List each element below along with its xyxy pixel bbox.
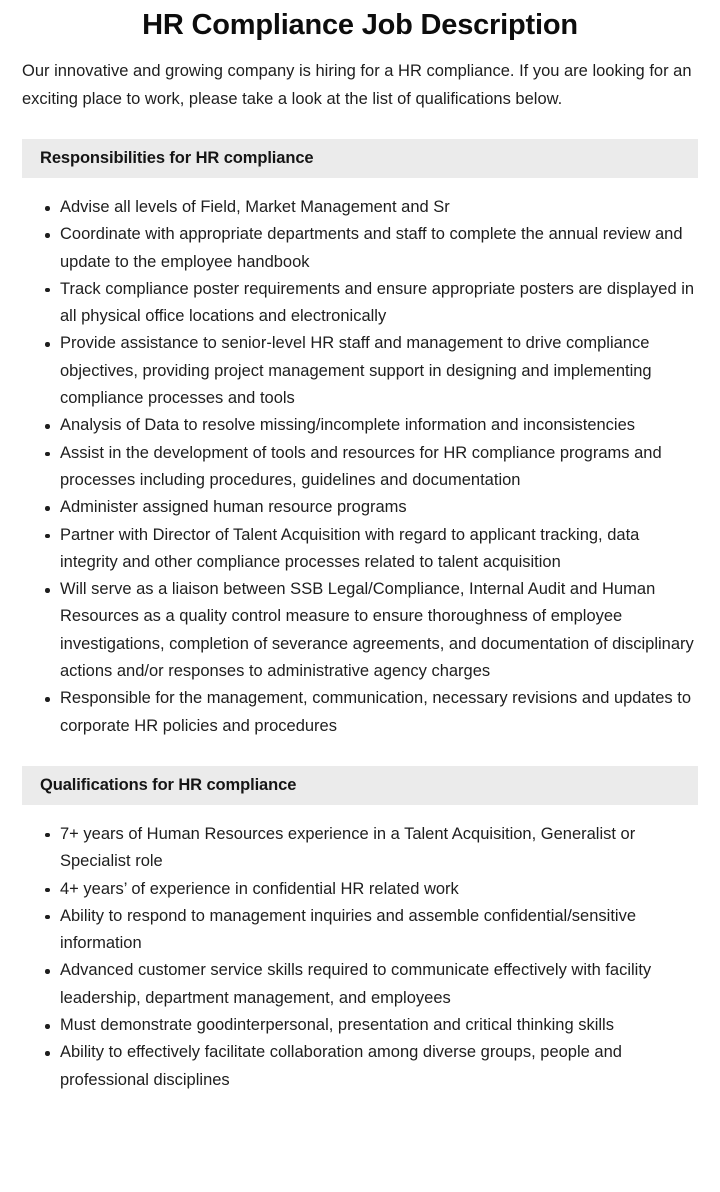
responsibilities-list (0, 178, 720, 740)
list-item: Coordinate with appropriate departments and staff to complete the annual review and update to the employee handbook (22, 221, 698, 276)
list-item: Responsible for the management, communication, necessary revisions and updates to corporate HR policies and procedures (22, 685, 698, 740)
section-heading-label: Qualifications for HR compliance (40, 775, 297, 794)
section-qualifications (0, 766, 720, 1094)
list-item: 4+ years’ of experience in confidential HR related work (22, 876, 698, 903)
list-item: 7+ years of Human Resources experience in a Talent Acquisition, Generalist or Specialist role (22, 821, 698, 876)
list-item: Must demonstrate goodinterpersonal, presentation and critical thinking skills (22, 1012, 698, 1039)
list-item: Provide assistance to senior-level HR staff and management to drive compliance objectives, providing project management support in designing and implementing compliance processes and tools (22, 330, 698, 412)
list-item: Advise all levels of Field, Market Management and Sr (22, 194, 698, 221)
list-item: Partner with Director of Talent Acquisition with regard to applicant tracking, data integrity and other compliance processes related to talent acquisition (22, 522, 698, 577)
list-item: Ability to respond to management inquiries and assemble confidential/sensitive information (22, 903, 698, 958)
section-responsibilities (0, 139, 720, 740)
qualifications-list (0, 805, 720, 1094)
intro-paragraph: Our innovative and growing company is hiring for a HR compliance. If you are looking for an exciting place to work, please take a look at the list of qualifications below. (22, 62, 692, 108)
list-item: Will serve as a liaison between SSB Legal/Compliance, Internal Audit and Human Resources as a quality control measure to ensure thoroughness of employee investigations, completion of severance agreements, and documentation of disciplinary actions and/or responses to administrative agency charges (22, 576, 698, 685)
section-header-qualifications (22, 766, 698, 805)
list-item: Ability to effectively facilitate collaboration among diverse groups, people and professional disciplines (22, 1039, 698, 1094)
list-item: Analysis of Data to resolve missing/incomplete information and inconsistencies (22, 412, 698, 439)
list-item: Assist in the development of tools and resources for HR compliance programs and processes including procedures, guidelines and documentation (22, 440, 698, 495)
list-item: Advanced customer service skills required to communicate effectively with facility leadership, department management, and employees (22, 957, 698, 1012)
section-heading-label: Responsibilities for HR compliance (40, 149, 314, 167)
page-title: HR Compliance Job Description (142, 9, 578, 41)
list-item: Administer assigned human resource programs (22, 494, 698, 521)
section-header-responsibilities (22, 139, 698, 178)
list-item: Track compliance poster requirements and ensure appropriate posters are displayed in all physical office locations and electronically (22, 276, 698, 331)
